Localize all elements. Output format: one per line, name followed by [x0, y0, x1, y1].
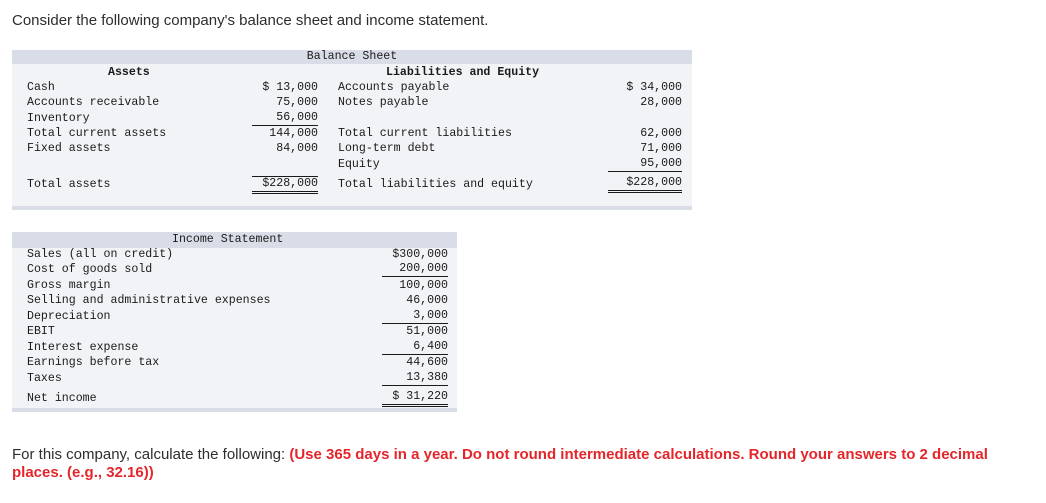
- asset-value: $228,000: [252, 176, 318, 194]
- question-lead: For this company, calculate the following:: [12, 446, 290, 463]
- income-value: $ 31,220: [382, 390, 448, 407]
- liability-label: Long-term debt: [338, 142, 436, 155]
- income-value: 13,380: [382, 371, 448, 386]
- liabilities-header: Liabilities and Equity: [386, 66, 540, 79]
- balance-sheet-bottom-band: [12, 206, 692, 210]
- liability-label: Notes payable: [338, 96, 429, 109]
- income-statement-title: Income Statement: [172, 233, 284, 246]
- balance-sheet-title: Balance Sheet: [306, 50, 398, 63]
- liability-value: $228,000: [608, 176, 682, 193]
- income-statement-bottom-band: [12, 408, 457, 412]
- income-label: Gross margin: [27, 279, 111, 292]
- income-value: 3,000: [382, 309, 448, 324]
- income-value: 100,000: [399, 279, 448, 292]
- income-label: Earnings before tax: [27, 356, 160, 369]
- income-value: 46,000: [406, 294, 448, 307]
- income-label: Taxes: [27, 372, 62, 385]
- asset-label: Total assets: [27, 178, 111, 191]
- asset-label: Total current assets: [27, 127, 167, 140]
- income-value: 200,000: [382, 262, 448, 277]
- liability-label: Total current liabilities: [338, 127, 512, 140]
- asset-value: $ 13,000: [262, 81, 318, 94]
- liability-label: Equity: [338, 158, 380, 171]
- liability-value: 62,000: [640, 127, 682, 140]
- income-label: Sales (all on credit): [27, 248, 174, 261]
- income-label: Interest expense: [27, 341, 139, 354]
- income-value: 6,400: [382, 340, 448, 355]
- income-label: Cost of goods sold: [27, 263, 153, 276]
- intro-text: Consider the following company's balance sheet and income statement.: [12, 12, 489, 29]
- balance-sheet: [12, 50, 692, 210]
- income-value: $300,000: [392, 248, 448, 261]
- asset-label: Accounts receivable: [27, 96, 160, 109]
- question-instruction: (Use 365 days in a year. Do not round intermediate calculations. Round your answers to 2 decimal places. (e.g., 32.16)): [12, 446, 988, 481]
- asset-value: 84,000: [276, 142, 318, 155]
- liability-value: $ 34,000: [626, 81, 682, 94]
- income-label: Selling and administrative expenses: [27, 294, 271, 307]
- income-label: Net income: [27, 392, 97, 405]
- asset-value: 144,000: [269, 127, 318, 140]
- income-label: Depreciation: [27, 310, 111, 323]
- income-value: 44,600: [406, 356, 448, 369]
- income-statement: [12, 232, 457, 412]
- income-label: EBIT: [27, 325, 55, 338]
- asset-value: 75,000: [276, 96, 318, 109]
- question-text: [12, 446, 1032, 482]
- liability-label: Accounts payable: [338, 81, 450, 94]
- liability-value: 28,000: [640, 96, 682, 109]
- assets-header: Assets: [108, 66, 150, 79]
- asset-label: Inventory: [27, 112, 90, 125]
- liability-value: 95,000: [608, 157, 682, 172]
- asset-value: 56,000: [252, 111, 318, 126]
- income-value: 51,000: [406, 325, 448, 338]
- liability-label: Total liabilities and equity: [338, 178, 533, 191]
- asset-label: Fixed assets: [27, 142, 111, 155]
- liability-value: 71,000: [640, 142, 682, 155]
- asset-label: Cash: [27, 81, 55, 94]
